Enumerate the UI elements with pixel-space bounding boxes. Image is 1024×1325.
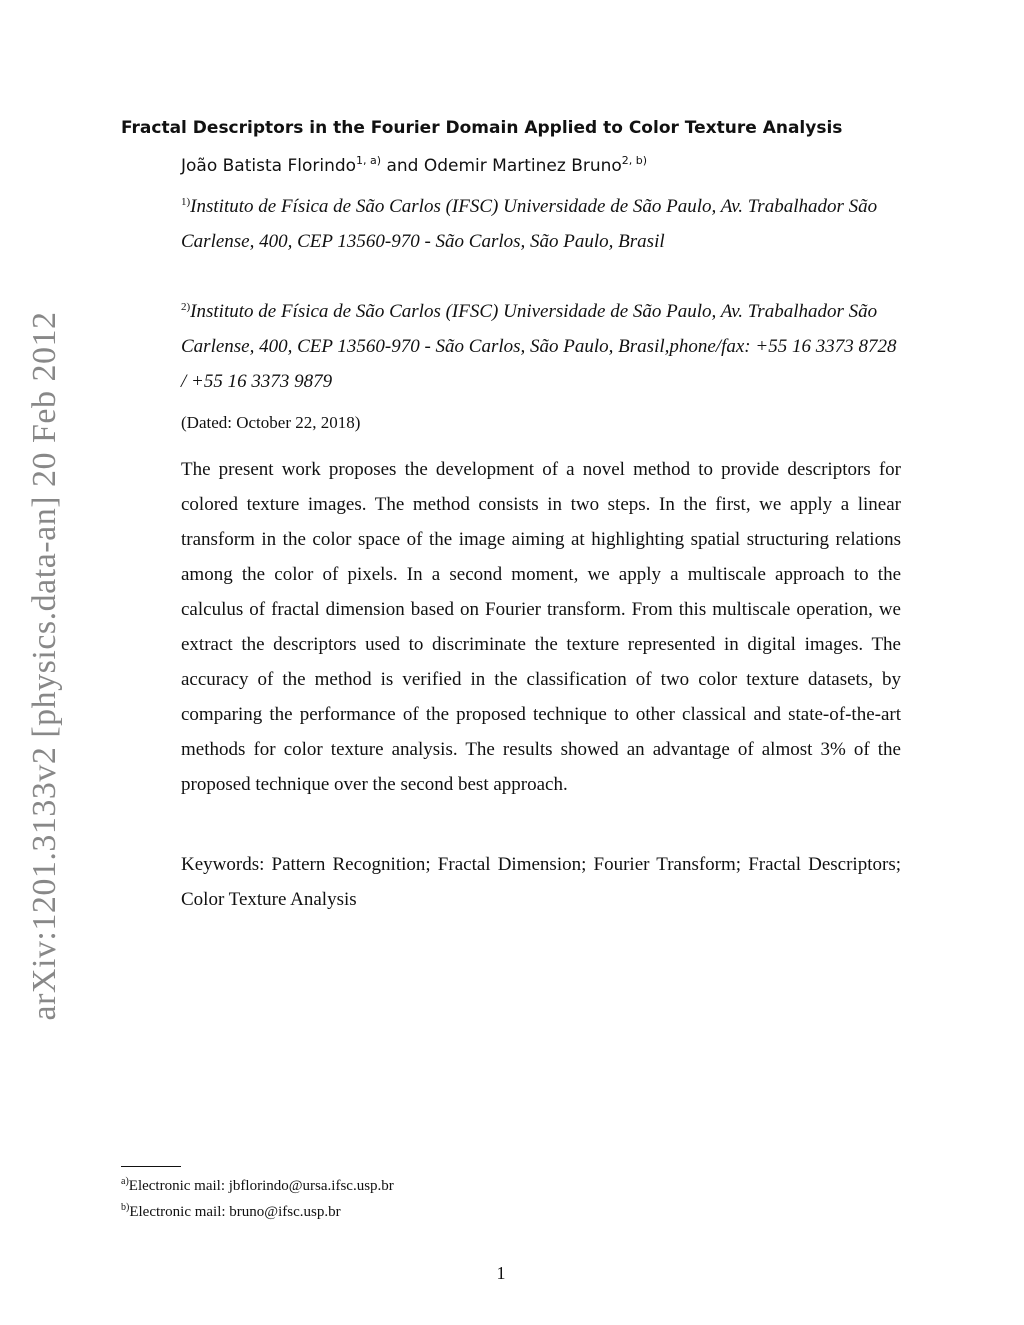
page-number: 1 — [496, 1263, 506, 1283]
author-list — [181, 156, 921, 176]
author-separator: and — [381, 156, 424, 176]
footnote-text: Electronic mail: bruno@ifsc.usp.br — [129, 1204, 341, 1220]
footnote — [121, 1204, 341, 1221]
affiliation-text: Instituto de Física de São Carlos (IFSC) Universidade de São Paulo, Av. Trabalhador São Carlense, 400, CEP 13560-970 - São Carlos, São Paulo, Brasil — [181, 196, 878, 252]
footnote-text: Electronic mail: jbflorindo@ursa.ifsc.usp.br — [128, 1178, 394, 1194]
abstract: The present work proposes the development of a novel method to provide descriptors for colored texture images. The method consists in two steps. In the first, we apply a linear transform in the color space of the image aiming at highlighting spatial structuring relations among the color of pixels. In a second moment, we apply a multiscale approach to the calculus of fractal dimension based on Fourier transform. From this multiscale operation, we extract the descriptors used to discriminate the texture represented in digital images. The accuracy of the method is verified in the classification of two color texture datasets, by comparing the performance of the proposed technique to other classical and state-of-the-art methods for color texture analysis. The results showed an advantage of almost 3% of the proposed technique over the second best approach. — [181, 459, 901, 795]
affiliation-marker: 2) — [181, 301, 191, 313]
affiliation — [181, 189, 901, 259]
affiliation-text: Instituto de Física de São Carlos (IFSC) Universidade de São Paulo, Av. Trabalhador São Carlense, 400, CEP 13560-970 - São Carlos, São Paulo, Brasil,phone/fax: +55 16 3373 8728 / +55 16 3373 9879 — [181, 301, 897, 392]
author-affiliation-marker: 1, a) — [356, 154, 382, 167]
footnote-divider — [121, 1166, 181, 1167]
date-line: (Dated: October 22, 2018) — [181, 413, 361, 432]
footnote — [121, 1178, 394, 1195]
arxiv-identifier: arXiv:1201.3133v2 [physics.data-an] 20 Feb 2012 — [26, 311, 63, 1021]
author-affiliation-marker: 2, b) — [621, 154, 648, 167]
footnote-marker: a) — [121, 1176, 129, 1187]
author-name: João Batista Florindo — [181, 156, 357, 176]
affiliation-marker: 1) — [181, 196, 191, 208]
keywords: Keywords: Pattern Recognition; Fractal Dimension; Fourier Transform; Fractal Descriptors; Color Texture Analysis — [181, 854, 901, 910]
affiliation — [181, 294, 901, 399]
footnote-marker: b) — [121, 1202, 130, 1213]
author-name: Odemir Martinez Bruno — [423, 156, 622, 176]
paper-title: Fractal Descriptors in the Fourier Domain Applied to Color Texture Analysis — [121, 118, 843, 138]
